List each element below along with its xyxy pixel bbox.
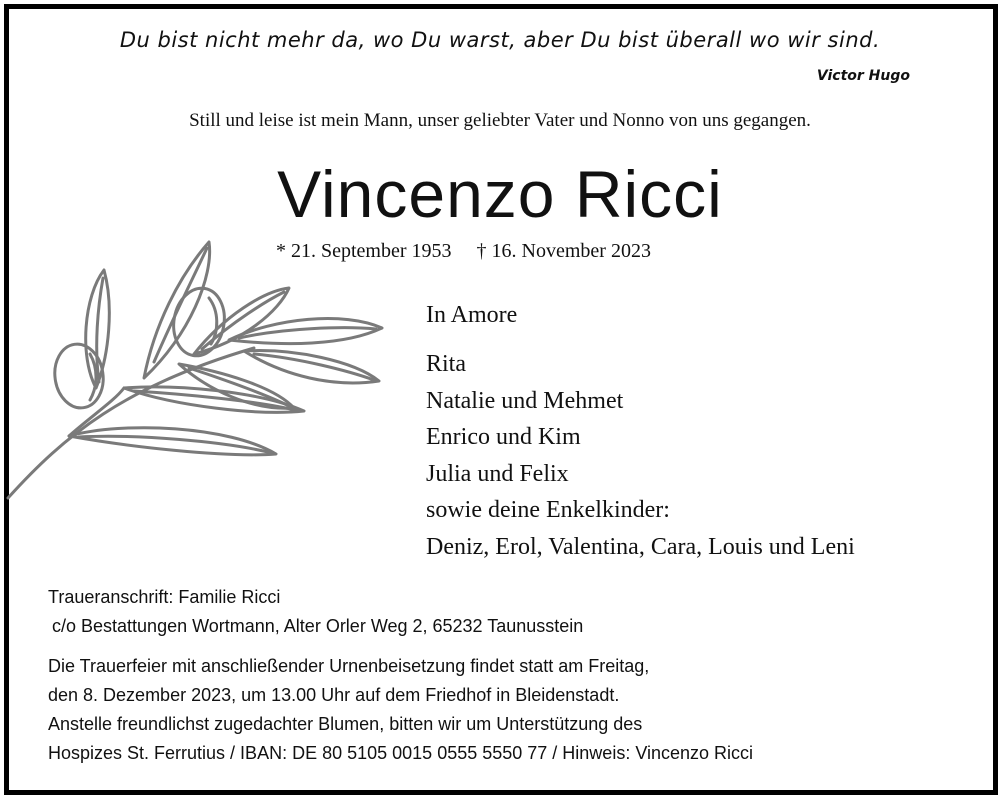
service-line: den 8. Dezember 2023, um 13.00 Uhr auf dem Friedhof in Bleidenstadt. (48, 685, 620, 705)
mourner-line: Rita (426, 351, 466, 377)
birth-date: * 21. September 1953 (276, 240, 452, 262)
service-line: Hospizes St. Ferrutius / IBAN: DE 80 5105 0015 0555 5550 77 / Hinweis: Vincenzo Ricci (48, 743, 754, 763)
deceased-name: Vincenzo Ricci (277, 157, 723, 231)
mourner-line: Deniz, Erol, Valentina, Cara, Louis und Leni (426, 533, 855, 560)
olive-branch-icon (4, 236, 394, 506)
mourner-line: sowie deine Enkelkinder: (426, 497, 670, 523)
address-line-2: c/o Bestattungen Wortmann, Alter Orler Weg 2, 65232 Taunusstein (52, 616, 584, 636)
mourner-line: Julia und Felix (426, 460, 569, 487)
service-line: Anstelle freundlichst zugedachter Blumen, bitten wir um Unterstützung des (48, 714, 643, 734)
mourners-heading: In Amore (426, 302, 518, 328)
quote-text: Du bist nicht mehr da, wo Du warst, aber Du bist überall wo wir sind. (119, 28, 881, 52)
mourner-line: Natalie und Mehmet (426, 387, 624, 414)
mourners-list (426, 346, 855, 565)
death-date: † 16. November 2023 (476, 240, 651, 262)
address-line-1: Traueranschrift: Familie Ricci (48, 587, 281, 607)
mourning-address (48, 583, 583, 641)
service-line: Die Trauerfeier mit anschließender Urnenbeisetzung findet statt am Freitag, (48, 656, 650, 676)
intro-text: Still und leise ist mein Mann, unser geliebter Vater und Nonno von uns gegangen. (189, 110, 811, 131)
service-info (48, 652, 753, 768)
mourner-line: Enrico und Kim (426, 424, 581, 450)
quote-author: Victor Hugo (816, 68, 910, 84)
